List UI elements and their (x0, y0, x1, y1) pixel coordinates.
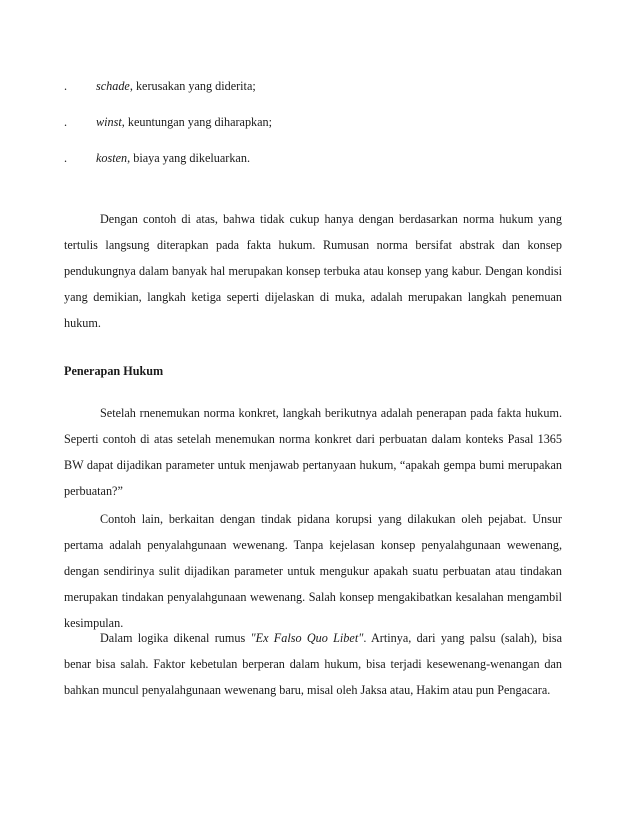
paragraph: Setelah rnenemukan norma konkret, langkah berikutnya adalah penerapan pada fakta hukum. Seperti contoh di atas setelah menemukan norma konkret dari perbuatan dalam konteks Pasal 1365 BW dapat dijadikan parameter untuk menjawab pertanyaan hukum, “apakah gempa bumi merupakan perbuatan?” (64, 406, 562, 498)
list-term: kosten (96, 151, 128, 165)
list-text: , kerusakan yang diderita; (129, 79, 256, 93)
list-item (64, 114, 272, 130)
list-bullet: . (64, 151, 68, 165)
list-bullet: . (64, 115, 68, 129)
section-heading: Penerapan Hukum (64, 364, 164, 378)
paragraph (64, 625, 562, 703)
list-item (64, 150, 250, 166)
list-bullet: . (64, 79, 68, 93)
list-term: winst (96, 115, 122, 129)
paragraph-text: Dalam logika dikenal rumus (100, 631, 251, 645)
paragraph: Dengan contoh di atas, bahwa tidak cukup hanya dengan berdasarkan norma hukum yang tertulis langsung diterapkan pada fakta hukum. Rumusan norma bersifat abstrak dan konsep pendukungnya dalam banyak hal merupakan konsep terbuka atau konsep yang kabur. Dengan kondisi yang demikian, langkah ketiga seperti dijelaskan di muka, adalah merupakan langkah penemuan hukum. (64, 212, 562, 330)
paragraph: Contoh lain, berkaitan dengan tindak pidana korupsi yang dilakukan oleh pejabat. Unsur pertama adalah penyalahgunaan wewenang. Tanpa kejelasan konsep penyalahgunaan wewenang, dengan sendirinya sulit dijadikan parameter untuk mengukur apakah suatu perbuatan atau tindakan merupakan tindakan penyalahgunaan wewenang. Salah konsep mengakibatkan kesalahan mengambil kesimpulan. (64, 512, 562, 630)
list-text: , keuntungan yang diharapkan; (121, 115, 273, 129)
list-item (64, 78, 256, 94)
paragraph-text: . Artinya, dari yang palsu (salah), bisa benar bisa salah. Faktor kebetulan berperan dalam hukum, bisa terjadi kesewenang-wenangan dan bahkan muncul penyalahgunaan wewenang baru, misal oleh Jaksa atau, Hakim atau pun Pengacara. (64, 631, 562, 697)
list-text: , biaya yang dikeluarkan. (127, 151, 250, 165)
list-term: schade (96, 79, 130, 93)
latin-phrase: "Ex Falso Quo Libet" (250, 631, 364, 645)
